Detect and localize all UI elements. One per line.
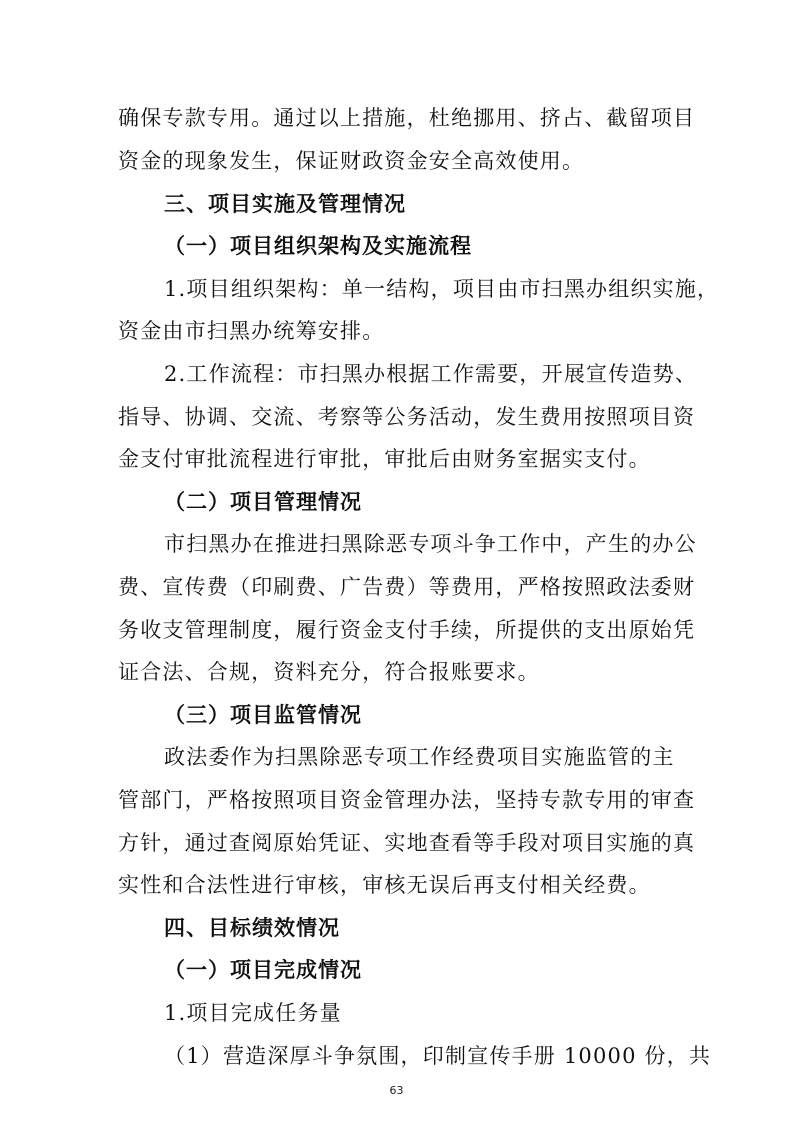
section-heading: 四、目标绩效情况 xyxy=(164,916,340,940)
body-line: （1）营造深厚斗争氛围，印制宣传手册 10000 份，共 xyxy=(164,1044,712,1068)
body-line: 方针，通过查阅原始凭证、实地查看等手段对项目实施的真 xyxy=(118,831,696,855)
page-number: 63 xyxy=(389,1084,404,1097)
body-line: 2.工作流程：市扫黑办根据工作需要，开展宣传造势、 xyxy=(164,362,698,386)
body-line: 1.项目组织架构：单一结构，项目由市扫黑办组织实施， xyxy=(164,277,720,301)
body-line: 资金由市扫黑办统筹安排。 xyxy=(118,319,385,343)
body-line: 1.项目完成任务量 xyxy=(164,1001,342,1025)
body-line: 证合法、合规，资料充分，符合报账要求。 xyxy=(118,660,540,684)
subsection-heading: （一）项目完成情况 xyxy=(164,958,362,982)
body-line: 资金的现象发生，保证财政资金安全高效使用。 xyxy=(118,149,585,173)
body-line: 金支付审批流程进行审批，审批后由财务室据实支付。 xyxy=(118,447,651,471)
body-line: 市扫黑办在推进扫黑除恶专项斗争工作中，产生的办公 xyxy=(164,532,697,556)
body-line: 确保专款专用。通过以上措施，杜绝挪用、挤占、截留项目 xyxy=(118,106,696,130)
subsection-heading: （一）项目组织架构及实施流程 xyxy=(164,234,472,258)
body-line: 政法委作为扫黑除恶专项工作经费项目实施监管的主 xyxy=(164,745,675,769)
subsection-heading: （二）项目管理情况 xyxy=(164,490,362,514)
body-line: 实性和合法性进行审核，审核无误后再支付相关经费。 xyxy=(118,873,651,897)
subsection-heading: （三）项目监管情况 xyxy=(164,703,362,727)
body-line: 费、宣传费（印刷费、广告费）等费用，严格按照政法委财 xyxy=(118,575,696,599)
body-line: 务收支管理制度，履行资金支付手续，所提供的支出原始凭 xyxy=(118,618,696,642)
section-heading: 三、项目实施及管理情况 xyxy=(164,192,406,216)
body-line: 指导、协调、交流、考察等公务活动，发生费用按照项目资 xyxy=(118,405,696,429)
body-line: 管部门，严格按照项目资金管理办法，坚持专款专用的审查 xyxy=(118,788,696,812)
